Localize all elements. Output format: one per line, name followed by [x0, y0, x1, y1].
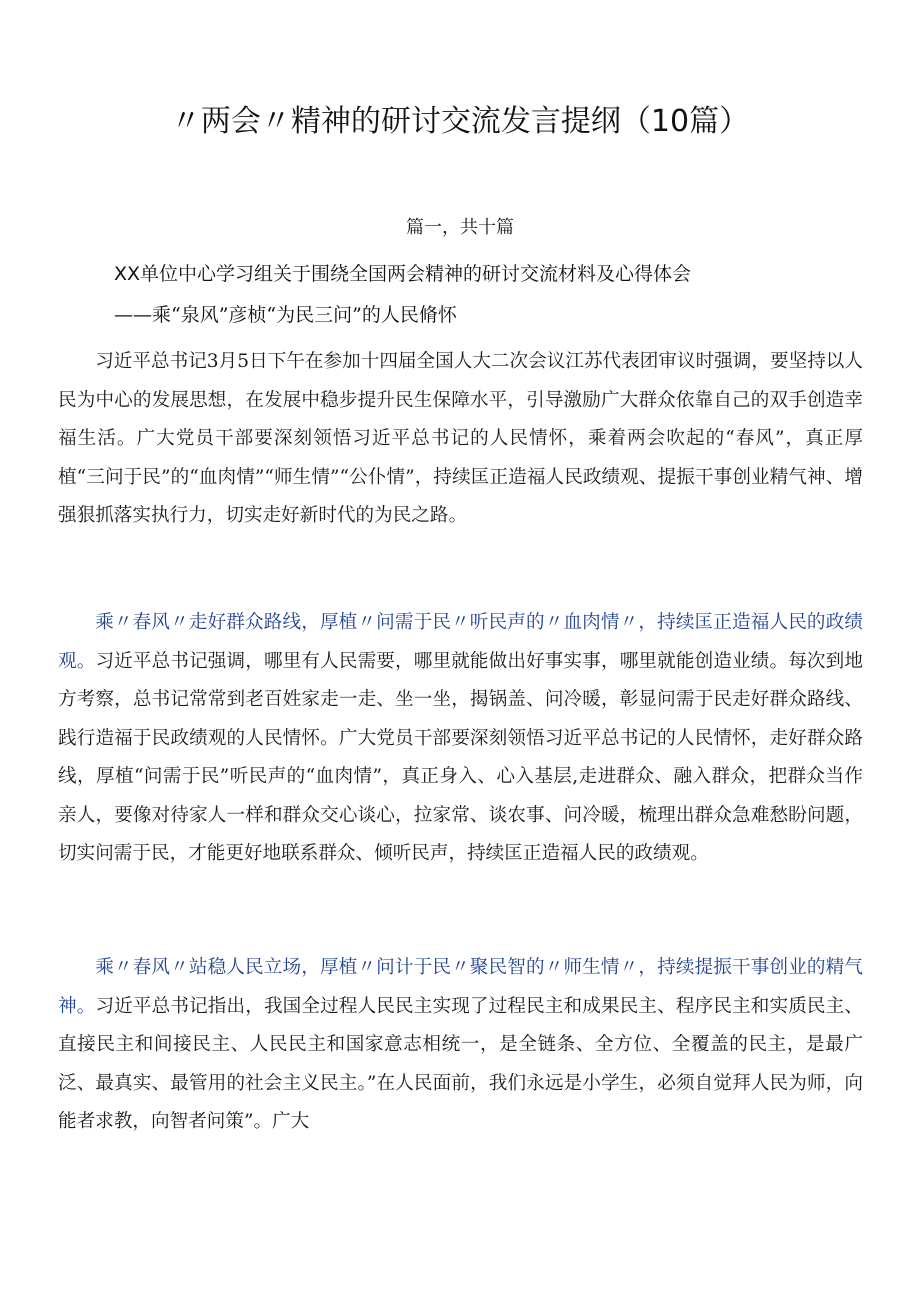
- document-subheading: ——乘“泉风”彦桢“为民三问”的人民脩怀: [114, 304, 457, 326]
- document-heading: XX单位中心学习组关于围绕全国两会精神的研讨交流材料及心得体会: [114, 263, 692, 285]
- paragraph-1-text: 习近平总书记3月5日下午在参加十四届全国人大二次会议江苏代表团审议时强调，要坚持以人民为中心的发展思想，在发展中稳步提升民生保障水平，引导激励广大群众依靠自己的双手创造幸福生活。广大党员干部要深刻领悟习近平总书记的人民情怀，乘着两会吹起的“春风”，真正厚植“三问于民”的“血肉情”“师生情”“公仆情”，持续匡正造福人民政绩观、提振干事创业精气神、增强狠抓落实执行力，切实走好新时代的为民之路。: [58, 351, 863, 526]
- paragraph-3-text: 习近平总书记指出，我国全过程人民民主实现了过程民主和成果民主、程序民主和实质民主、直接民主和间接民主、人民民主和国家意志相统一，是全链条、全方位、全覆盖的民主，是最广泛、最真实、最管用的社会主义民主。”在人民面前，我们永远是小学生，必须自觉拜人民为师，向能者求教，向智者问策”。广大: [58, 995, 863, 1132]
- paragraph-3-lead: 乘〃春风〃站稳人民立场，厚植〃问计于民〃聚民智的〃师生情〃，持续提振干事创业的精气神。: [58, 957, 863, 1017]
- section-label: 篇一，共十篇: [406, 217, 514, 238]
- paragraph-2-text: 习近平总书记强调，哪里有人民需要，哪里就能做出好事实事，哪里就能创造业绩。每次到地方考察，总书记常常到老百姓家走一走、坐一坐，揭锅盖、问冷暖，彰显问需于民走好群众路线、践行造福于民政绩观的人民情怀。广大党员干部要深刻领悟习近平总书记的人民情怀，走好群众路线，厚植“问需于民”听民声的“血肉情”，真正身入、心入基层,走进群众、融入群众，把群众当作亲人，要像对待家人一样和群众交心谈心，拉家常、谈农事、问冷暖，梳理出群众急难愁盼问题，切实问需于民，才能更好地联系群众、倾听民声，持续匡正造福人民的政绩观。: [58, 650, 863, 864]
- document-title: 〃两会〃精神的研讨交流发言提纲（10篇）: [170, 104, 750, 139]
- paragraph-2-lead: 乘〃春风〃走好群众路线，厚植〃问需于民〃听民声的〃血肉情〃，持续匡正造福人民的政绩观。: [58, 612, 863, 672]
- paragraph-3: [58, 949, 863, 1142]
- paragraph-2: [58, 604, 863, 874]
- paragraph-1: [58, 343, 863, 536]
